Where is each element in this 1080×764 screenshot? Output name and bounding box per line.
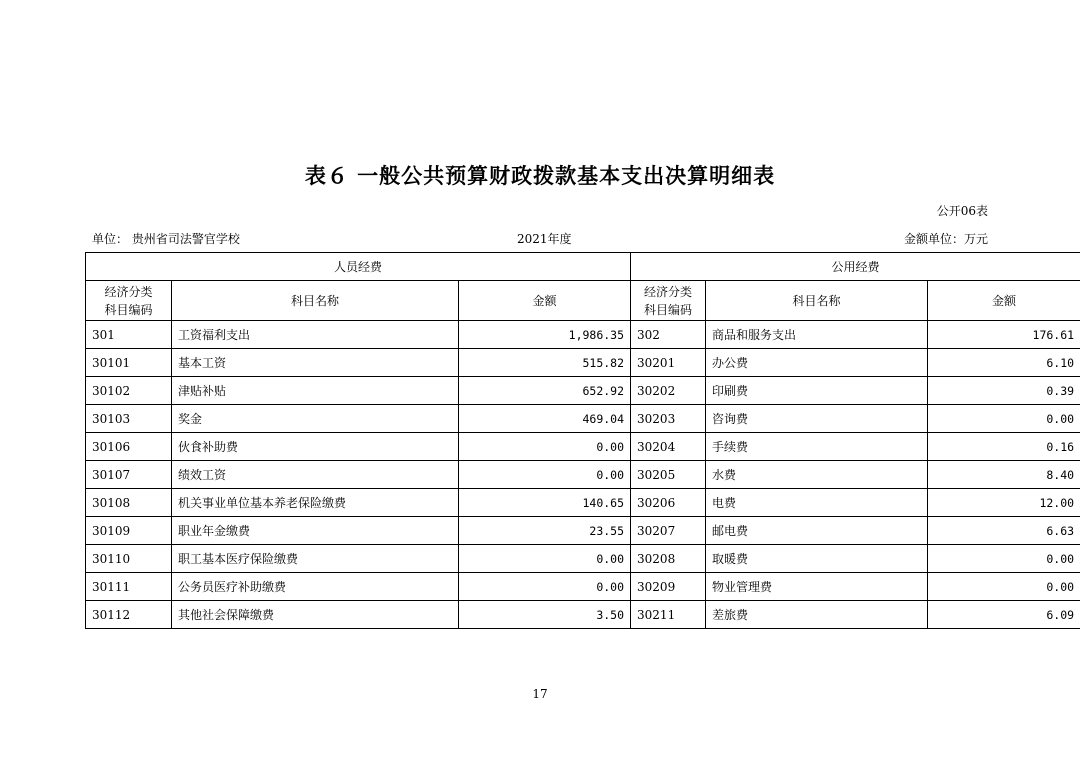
public-amount-cell: 176.61	[928, 321, 1080, 349]
personnel-amount-cell: 0.00	[459, 573, 631, 601]
personnel-code-cell: 30109	[86, 517, 172, 545]
code-header-line2: 科目编码	[644, 302, 693, 317]
personnel-name-cell: 基本工资	[172, 349, 459, 377]
public-name-cell: 物业管理费	[706, 573, 928, 601]
personnel-code-cell: 30110	[86, 545, 172, 573]
page-title: 表６ 一般公共预算财政拨款基本支出决算明细表	[304, 164, 776, 188]
public-code-cell: 30205	[631, 461, 706, 489]
public-name-cell: 水费	[706, 461, 928, 489]
public-name-cell: 咨询费	[706, 405, 928, 433]
public-amount-cell: 0.39	[928, 377, 1080, 405]
public-amount-cell: 8.40	[928, 461, 1080, 489]
personnel-amount-cell: 3.50	[459, 601, 631, 629]
table-row	[86, 601, 1080, 629]
personnel-amount-header: 金额	[459, 281, 631, 321]
personnel-group-header: 人员经费	[86, 253, 631, 281]
public-name-cell: 电费	[706, 489, 928, 517]
personnel-amount-cell: 469.04	[459, 405, 631, 433]
public-amount-cell: 0.16	[928, 433, 1080, 461]
code-header-line1: 经济分类	[644, 284, 693, 299]
personnel-amount-cell: 515.82	[459, 349, 631, 377]
personnel-code-cell: 30112	[86, 601, 172, 629]
public-amount-cell: 0.00	[928, 545, 1080, 573]
public-name-header: 科目名称	[706, 281, 928, 321]
public-name-cell: 手续费	[706, 433, 928, 461]
amount-unit: 金额单位：万元	[903, 232, 988, 246]
public-amount-cell: 6.10	[928, 349, 1080, 377]
personnel-name-cell: 伙食补助费	[172, 433, 459, 461]
unit-label: 单位： 贵州省司法警官学校	[92, 232, 240, 246]
public-name-cell: 商品和服务支出	[706, 321, 928, 349]
table-row	[86, 377, 1080, 405]
budget-table	[85, 252, 1080, 629]
personnel-amount-cell: 0.00	[459, 461, 631, 489]
public-name-cell: 印刷费	[706, 377, 928, 405]
personnel-amount-cell: 652.92	[459, 377, 631, 405]
table-row	[86, 489, 1080, 517]
form-number: 公开06表	[936, 204, 988, 218]
personnel-code-cell: 30111	[86, 573, 172, 601]
public-code-cell: 30207	[631, 517, 706, 545]
personnel-code-cell: 30102	[86, 377, 172, 405]
public-name-cell: 邮电费	[706, 517, 928, 545]
table-row	[86, 461, 1080, 489]
public-code-cell: 30203	[631, 405, 706, 433]
public-amount-header: 金额	[928, 281, 1080, 321]
personnel-name-cell: 公务员医疗补助缴费	[172, 573, 459, 601]
public-code-cell: 30206	[631, 489, 706, 517]
public-amount-cell: 0.00	[928, 573, 1080, 601]
table-row	[86, 321, 1080, 349]
public-code-cell: 30202	[631, 377, 706, 405]
code-header-line2: 科目编码	[104, 302, 153, 317]
personnel-code-header	[86, 281, 172, 321]
personnel-code-cell: 30103	[86, 405, 172, 433]
public-code-cell: 302	[631, 321, 706, 349]
public-code-cell: 30208	[631, 545, 706, 573]
personnel-code-cell: 30107	[86, 461, 172, 489]
public-code-header	[631, 281, 706, 321]
table-row	[86, 405, 1080, 433]
table-row	[86, 573, 1080, 601]
public-name-cell: 差旅费	[706, 601, 928, 629]
personnel-amount-cell: 23.55	[459, 517, 631, 545]
public-code-cell: 30209	[631, 573, 706, 601]
table-row	[86, 517, 1080, 545]
personnel-name-cell: 机关事业单位基本养老保险缴费	[172, 489, 459, 517]
personnel-name-cell: 奖金	[172, 405, 459, 433]
public-code-cell: 30201	[631, 349, 706, 377]
personnel-amount-cell: 0.00	[459, 433, 631, 461]
public-amount-cell: 12.00	[928, 489, 1080, 517]
public-code-cell: 30204	[631, 433, 706, 461]
code-header-line1: 经济分类	[104, 284, 153, 299]
personnel-name-header: 科目名称	[172, 281, 459, 321]
public-name-cell: 办公费	[706, 349, 928, 377]
personnel-name-cell: 工资福利支出	[172, 321, 459, 349]
public-group-header: 公用经费	[631, 253, 1080, 281]
public-code-cell: 30211	[631, 601, 706, 629]
fiscal-year: 2021年度	[517, 232, 572, 246]
personnel-name-cell: 职工基本医疗保险缴费	[172, 545, 459, 573]
personnel-code-cell: 30101	[86, 349, 172, 377]
personnel-code-cell: 301	[86, 321, 172, 349]
personnel-name-cell: 绩效工资	[172, 461, 459, 489]
column-header-row	[86, 281, 1080, 321]
personnel-name-cell: 津贴补贴	[172, 377, 459, 405]
group-header-row	[86, 253, 1080, 281]
personnel-code-cell: 30106	[86, 433, 172, 461]
public-amount-cell: 0.00	[928, 405, 1080, 433]
page-number: 17	[532, 687, 548, 701]
table-row	[86, 545, 1080, 573]
personnel-name-cell: 其他社会保障缴费	[172, 601, 459, 629]
public-amount-cell: 6.09	[928, 601, 1080, 629]
table-row	[86, 349, 1080, 377]
personnel-name-cell: 职业年金缴费	[172, 517, 459, 545]
table-meta	[92, 230, 988, 248]
public-name-cell: 取暖费	[706, 545, 928, 573]
public-amount-cell: 6.63	[928, 517, 1080, 545]
personnel-amount-cell: 0.00	[459, 545, 631, 573]
personnel-amount-cell: 140.65	[459, 489, 631, 517]
personnel-amount-cell: 1,986.35	[459, 321, 631, 349]
table-row	[86, 433, 1080, 461]
personnel-code-cell: 30108	[86, 489, 172, 517]
